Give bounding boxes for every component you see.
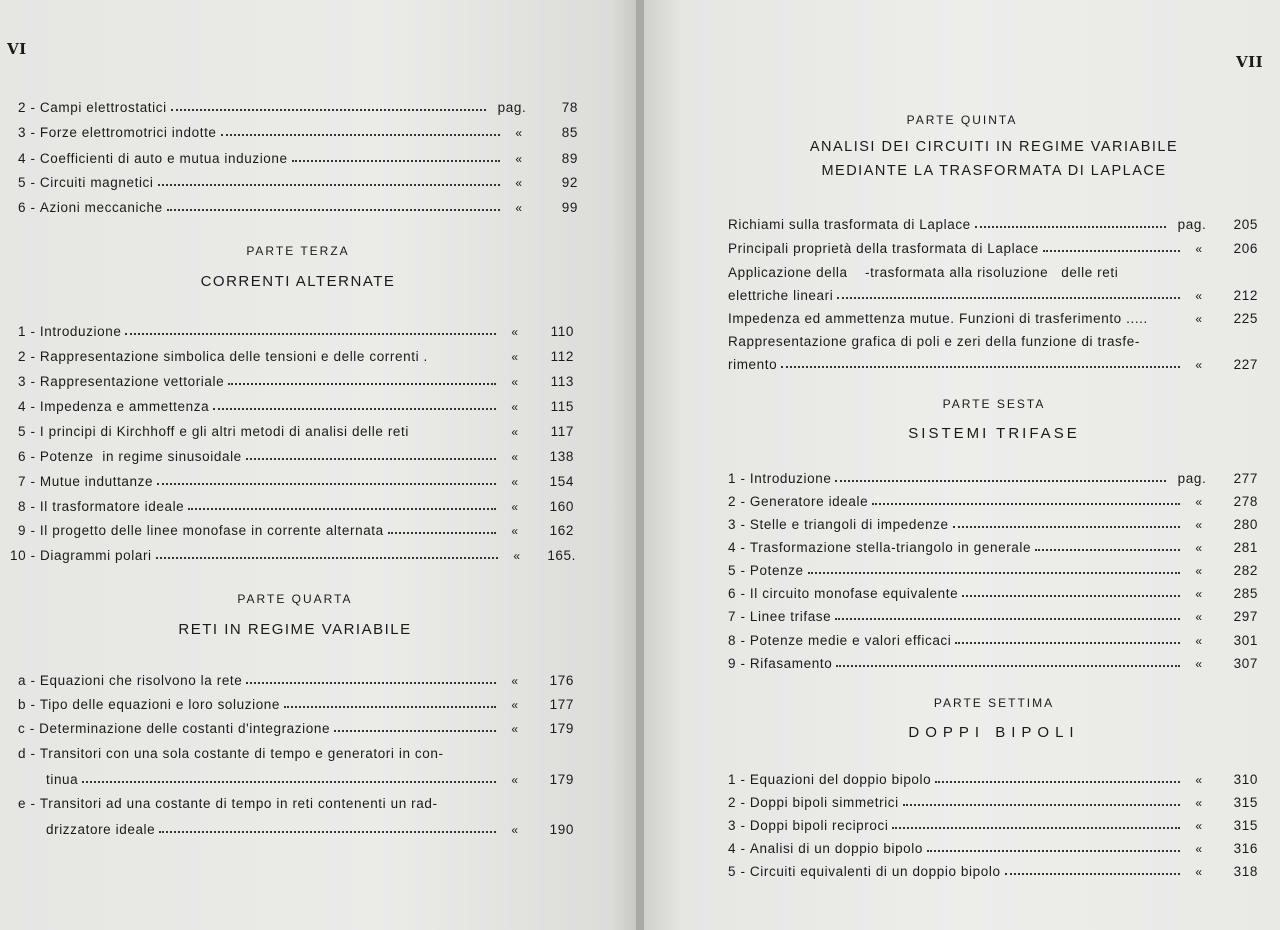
entry-title: Introduzione: [39, 323, 122, 339]
entry-mark: «: [511, 450, 519, 464]
entry-page: 206: [1233, 240, 1258, 256]
entry-number: 9: [18, 522, 27, 538]
entry-number: 2: [18, 348, 27, 364]
toc-entry: 3 - Doppi bipoli reciproci « 315: [728, 817, 1258, 833]
entry-page: 277: [1233, 470, 1258, 486]
toc-entry: 2 - Doppi bipoli simmetrici « 315: [728, 794, 1258, 810]
entry-title: Il circuito monofase equivalente: [749, 585, 959, 601]
entry-mark: «: [511, 375, 519, 389]
entry-page: 177: [549, 696, 574, 712]
toc-entry: 1 - Equazioni del doppio bipolo « 310: [728, 771, 1258, 787]
entry-mark: «: [1195, 865, 1203, 879]
entry-title: Potenze: [749, 562, 804, 578]
entry-number: d: [18, 745, 27, 761]
entry-page: 282: [1233, 562, 1258, 578]
entry-title: Transitori ad una costante di tempo in reti contenenti un rad-: [39, 795, 438, 811]
part-label: PARTE QUARTA: [237, 592, 353, 606]
toc-entry: 7 - Mutue induttanze « 154: [18, 473, 574, 489]
right-page: [644, 0, 1280, 930]
toc-entry: 5 - Potenze « 282: [728, 562, 1258, 578]
entry-title: Diagrammi polari: [40, 547, 152, 563]
entry-title: Determinazione delle costanti d'integrazione: [39, 720, 331, 736]
entry-title: Stelle e triangoli di impedenze: [749, 516, 949, 532]
book-gutter: [636, 0, 644, 930]
toc-entry: 1 - Introduzione pag. 277: [728, 470, 1258, 486]
entry-page: 318: [1233, 863, 1258, 879]
entry-mark: «: [1195, 495, 1203, 509]
entry-title: Mutue induttanze: [39, 473, 154, 489]
toc-entry: [46, 814, 574, 836]
entry-title: Potenze medie e valori efficaci: [749, 632, 952, 648]
entry-title: I principi di Kirchhoff e gli altri metodi di analisi delle reti: [39, 423, 409, 439]
entry-mark: «: [1195, 657, 1203, 671]
entry-mark: «: [1195, 610, 1203, 624]
left-page: [0, 0, 636, 930]
entry-number: 3: [728, 817, 737, 833]
entry-title: Forze elettromotrici indotte: [39, 124, 217, 140]
entry-page: 117: [550, 423, 574, 439]
part-title: SISTEMI TRIFASE: [908, 425, 1080, 442]
entry-mark: pag.: [1177, 216, 1207, 232]
entry-page: 310: [1233, 771, 1258, 787]
entry-title: Impedenza e ammettenza: [39, 398, 210, 414]
entry-number: 5: [728, 863, 737, 879]
entry-page: 316: [1233, 840, 1258, 856]
entry-number: c: [18, 720, 26, 736]
entry-page: 162: [549, 522, 574, 538]
entry-mark: «: [515, 176, 523, 190]
entry-mark: «: [513, 549, 521, 563]
entry-mark: «: [1195, 564, 1203, 578]
entry-number: 6: [728, 585, 737, 601]
entry-mark: «: [511, 773, 519, 787]
entry-page: 278: [1233, 493, 1258, 509]
toc-entry-line: [728, 257, 1118, 279]
entry-page: 212: [1233, 287, 1258, 303]
entry-number: 4: [728, 539, 737, 555]
toc-entry: 9 - Il progetto delle linee monofase in corrente alternata « 162: [18, 522, 574, 538]
part-label: PARTE TERZA: [246, 244, 350, 258]
entry-mark: «: [1195, 634, 1203, 648]
entry-number: 2: [728, 493, 737, 509]
entry-mark: «: [1195, 773, 1203, 787]
toc-entry: 4 - Coefficienti di auto e mutua induzione « 89: [18, 150, 578, 166]
entry-title: Circuiti magnetici: [39, 174, 154, 190]
toc-entry-line: d - Transitori con una sola costante di tempo e generatori in con-: [18, 745, 444, 761]
entry-mark: «: [1195, 541, 1203, 555]
entry-title: Doppi bipoli simmetrici: [749, 794, 899, 810]
entry-number: 5: [18, 174, 27, 190]
entry-mark: «: [1195, 842, 1203, 856]
entry-number: 4: [18, 398, 27, 414]
entry-number: 7: [728, 608, 737, 624]
entry-number: b: [18, 696, 27, 712]
toc-entry: 4 - Trasformazione stella-triangolo in generale « 281: [728, 539, 1258, 555]
entry-mark: pag.: [1177, 470, 1207, 486]
entry-page: 307: [1233, 655, 1258, 671]
entry-title: Il trasformatore ideale: [39, 498, 185, 514]
entry-page: 315: [1233, 794, 1258, 810]
toc-entry: 3 - Rappresentazione vettoriale « 113: [18, 373, 574, 389]
entry-title: Rifasamento: [749, 655, 833, 671]
entry-page: 205: [1233, 216, 1258, 232]
entry-page: 89: [561, 150, 578, 166]
entry-mark: «: [511, 325, 519, 339]
toc-entry: 6 - Potenze in regime sinusoidale « 138: [18, 448, 574, 464]
entry-number: 2: [18, 99, 27, 115]
entry-page: 85: [561, 124, 578, 140]
entry-title: Equazioni che risolvono la rete: [39, 672, 243, 688]
part-title: DOPPI BIPOLI: [908, 724, 1080, 741]
entry-number: 4: [728, 840, 737, 856]
entry-mark: «: [511, 400, 519, 414]
entry-title-continuation: drizzatore ideale: [46, 821, 156, 837]
entry-title: Generatore ideale: [749, 493, 869, 509]
toc-entry: a - Equazioni che risolvono la rete « 176: [18, 672, 574, 688]
entry-title: Trasformazione stella-triangolo in generale: [749, 539, 1032, 555]
entry-number: 9: [728, 655, 737, 671]
entry-mark: «: [1195, 312, 1203, 326]
entry-mark: «: [511, 722, 519, 736]
toc-entry: 2 - Generatore ideale « 278: [728, 493, 1258, 509]
entry-page: 179: [549, 720, 574, 736]
entry-page: 227: [1233, 356, 1258, 372]
entry-page: 165.: [547, 547, 576, 563]
entry-title-continuation: elettriche lineari: [728, 287, 834, 303]
entry-number: 7: [18, 473, 27, 489]
toc-entry: 9 - Rifasamento « 307: [728, 655, 1258, 671]
entry-mark: pag.: [497, 99, 527, 115]
part-title: ANALISI DEI CIRCUITI IN REGIME VARIABILE: [809, 139, 1179, 155]
entry-page: 113: [550, 373, 574, 389]
toc-entry: [728, 233, 1258, 255]
toc-entry: 2 - Rappresentazione simbolica delle tensioni e delle correnti . « 112: [18, 348, 574, 364]
entry-mark: «: [515, 126, 523, 140]
part-title: MEDIANTE LA TRASFORMATA DI LAPLACE: [821, 163, 1167, 179]
entry-page: 110: [550, 323, 574, 339]
entry-page: 190: [549, 821, 574, 837]
entry-number: 2: [728, 794, 737, 810]
entry-number: 1: [728, 771, 737, 787]
entry-mark: «: [1195, 242, 1203, 256]
toc-entry: 4 - Impedenza e ammettenza « 115: [18, 398, 574, 414]
toc-entry: 10 - Diagrammi polari « 165.: [10, 547, 576, 563]
part-label: PARTE QUINTA: [906, 113, 1018, 127]
entry-number: 3: [18, 124, 27, 140]
entry-title: Rappresentazione grafica di poli e zeri della funzione di trasfe-: [728, 333, 1140, 349]
toc-entry: 1 - Introduzione « 110: [18, 323, 574, 339]
entry-mark: «: [1195, 289, 1203, 303]
entry-title: Azioni meccaniche: [39, 199, 163, 215]
entry-page: 78: [561, 99, 578, 115]
entry-number: 8: [18, 498, 27, 514]
entry-number: 1: [18, 323, 27, 339]
toc-entry: 3 - Forze elettromotrici indotte « 85: [18, 124, 578, 140]
entry-page: 297: [1233, 608, 1258, 624]
entry-page: 179: [549, 771, 574, 787]
entry-page: 138: [549, 448, 574, 464]
part-title: CORRENTI ALTERNATE: [200, 273, 396, 290]
entry-page: 92: [561, 174, 578, 190]
toc-entry: 8 - Il trasformatore ideale « 160: [18, 498, 574, 514]
entry-number: 6: [18, 199, 27, 215]
entry-title: Impedenza ed ammettenza mutue. Funzioni di trasferimento .....: [728, 310, 1148, 326]
toc-entry: 6 - Azioni meccaniche « 99: [18, 199, 578, 215]
entry-mark: «: [1195, 358, 1203, 372]
toc-entry: [728, 280, 1258, 302]
entry-mark: «: [511, 475, 519, 489]
entry-mark: «: [511, 823, 519, 837]
entry-number: 5: [728, 562, 737, 578]
entry-title: Richiami sulla trasformata di Laplace: [728, 216, 971, 232]
entry-number: 10: [10, 547, 27, 563]
entry-title: Rappresentazione vettoriale: [39, 373, 225, 389]
entry-page: 301: [1233, 632, 1258, 648]
entry-number: 5: [18, 423, 27, 439]
entry-title-continuation: rimento: [728, 356, 778, 372]
entry-number: 3: [728, 516, 737, 532]
entry-page: 112: [550, 348, 574, 364]
entry-page: 99: [561, 199, 578, 215]
entry-page: 160: [549, 498, 574, 514]
page-number-folio: VII: [1236, 53, 1264, 71]
toc-entry: 2 - Campi elettrostatici pag. 78: [18, 99, 578, 115]
toc-entry: 5 - I principi di Kirchhoff e gli altri metodi di analisi delle reti « 117: [18, 423, 574, 439]
entry-title: Applicazione della -trasformata alla risoluzione delle reti: [728, 264, 1119, 280]
entry-page: 315: [1233, 817, 1258, 833]
entry-title: Rappresentazione simbolica delle tensioni e delle correnti .: [39, 348, 428, 364]
entry-title: Linee trifase: [749, 608, 832, 624]
entry-number: 4: [18, 150, 27, 166]
entry-page: 280: [1233, 516, 1258, 532]
entry-mark: «: [1195, 819, 1203, 833]
entry-title: Transitori con una sola costante di tempo e generatori in con-: [39, 745, 444, 761]
entry-title: Coefficienti di auto e mutua induzione: [39, 150, 288, 166]
entry-page: 176: [549, 672, 574, 688]
entry-title: Potenze in regime sinusoidale: [39, 448, 242, 464]
toc-entry: [46, 764, 574, 786]
entry-page: 281: [1233, 539, 1258, 555]
toc-entry: 5 - Circuiti magnetici « 92: [18, 174, 578, 190]
entry-mark: «: [1195, 587, 1203, 601]
page-number-folio: VI: [7, 40, 27, 58]
entry-mark: «: [511, 698, 519, 712]
entry-number: 1: [728, 470, 737, 486]
entry-page: 115: [550, 398, 574, 414]
entry-number: 3: [18, 373, 27, 389]
toc-entry-line: e - Transitori ad una costante di tempo in reti contenenti un rad-: [18, 795, 438, 811]
part-title: RETI IN REGIME VARIABILE: [178, 621, 412, 638]
entry-number: 6: [18, 448, 27, 464]
toc-entry: [728, 303, 1258, 325]
entry-mark: «: [1195, 796, 1203, 810]
entry-mark: «: [511, 350, 519, 364]
entry-title: Introduzione: [749, 470, 832, 486]
entry-mark: «: [1195, 518, 1203, 532]
entry-mark: «: [515, 201, 523, 215]
toc-entry: 4 - Analisi di un doppio bipolo « 316: [728, 840, 1258, 856]
toc-entry: c - Determinazione delle costanti d'integrazione « 179: [18, 720, 574, 736]
entry-number: 8: [728, 632, 737, 648]
entry-title: Il progetto delle linee monofase in corrente alternata: [39, 522, 384, 538]
part-label: PARTE SETTIMA: [933, 696, 1055, 710]
toc-entry: 3 - Stelle e triangoli di impedenze « 280: [728, 516, 1258, 532]
entry-mark: «: [515, 152, 523, 166]
toc-entry-line: [728, 326, 1140, 348]
toc-entry: 8 - Potenze medie e valori efficaci « 301: [728, 632, 1258, 648]
entry-title: Circuiti equivalenti di un doppio bipolo: [749, 863, 1001, 879]
toc-entry: 6 - Il circuito monofase equivalente « 285: [728, 585, 1258, 601]
entry-title: Analisi di un doppio bipolo: [749, 840, 923, 856]
entry-title: Campi elettrostatici: [39, 99, 167, 115]
entry-mark: «: [511, 500, 519, 514]
entry-title: Doppi bipoli reciproci: [749, 817, 889, 833]
entry-number: e: [18, 795, 27, 811]
toc-entry: b - Tipo delle equazioni e loro soluzione « 177: [18, 696, 574, 712]
entry-title-continuation: tinua: [46, 771, 79, 787]
entry-mark: «: [511, 524, 519, 538]
entry-title: Equazioni del doppio bipolo: [749, 771, 932, 787]
entry-page: 154: [549, 473, 574, 489]
toc-entry: [728, 349, 1258, 371]
entry-number: a: [18, 672, 27, 688]
entry-page: 225: [1233, 310, 1258, 326]
entry-title: Tipo delle equazioni e loro soluzione: [39, 696, 281, 712]
entry-page: 285: [1233, 585, 1258, 601]
toc-entry: 7 - Linee trifase « 297: [728, 608, 1258, 624]
toc-entry: [728, 209, 1258, 231]
entry-mark: «: [511, 674, 519, 688]
toc-entry: 5 - Circuiti equivalenti di un doppio bipolo « 318: [728, 863, 1258, 879]
part-label: PARTE SESTA: [942, 397, 1046, 411]
entry-mark: «: [511, 425, 519, 439]
entry-title: Principali proprietà della trasformata di Laplace: [728, 240, 1039, 256]
